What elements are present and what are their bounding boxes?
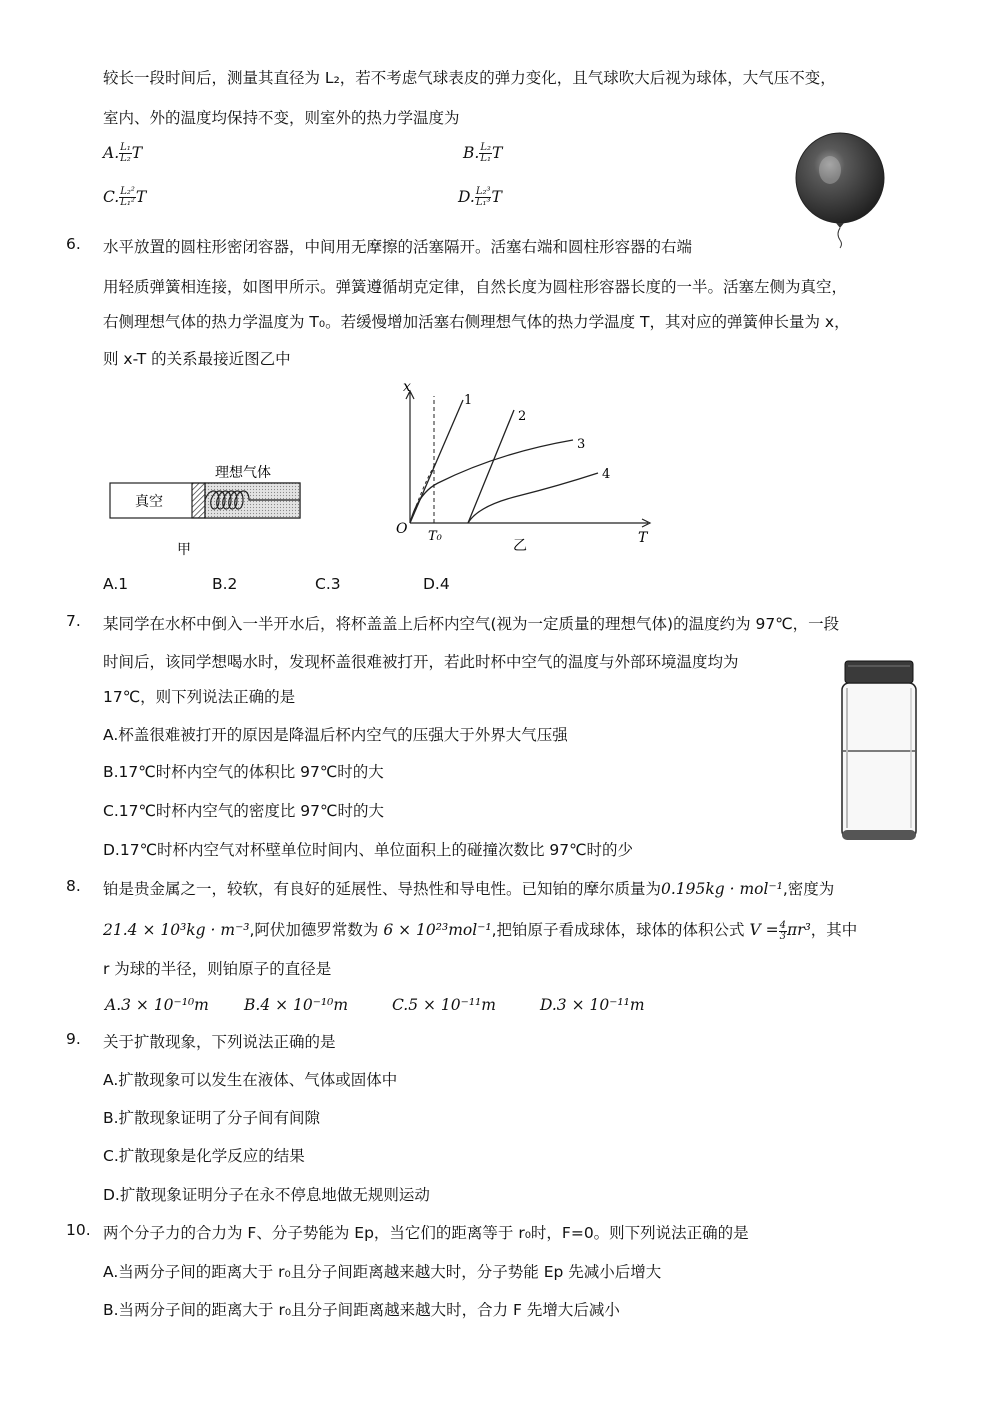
curve-1 — [410, 400, 463, 523]
curve-3-label: 3 — [577, 437, 586, 452]
figure-yi-caption: 乙 — [513, 538, 527, 554]
q5-stem-line-2: 室内、外的温度均保持不变，则室外的热力学温度为 — [103, 109, 460, 127]
q7-stem-line-2: 时间后，该同学想喝水时，发现杯盖很难被打开，若此时杯中空气的温度与外部环境温度均为 — [103, 653, 739, 671]
q8-stem-line-1: 铂是贵金属之一，较软，有良好的延展性、导热性和导电性。已知铂的摩尔质量为0.195kg · mol⁻¹,密度为 — [103, 880, 835, 898]
q6-option-d[interactable]: D.4 — [423, 575, 450, 593]
q5-option-d[interactable]: D. $\frac{\text{L₂³}}{\text{L₁³}}$ T — [458, 186, 502, 208]
q7-option-d[interactable]: D.17℃时杯内空气对杯壁单位时间内、单位面积上的碰撞次数比 97℃时的少 — [103, 841, 634, 859]
q7-option-a[interactable]: A.杯盖很难被打开的原因是降温后杯内空气的压强大于外界大气压强 — [103, 726, 568, 744]
gas-label: 理想气体 — [215, 465, 271, 481]
figure-jia-caption: 甲 — [177, 542, 191, 558]
q7-stem-line-1: 某同学在水杯中倒入一半开水后，将杯盖盖上后杯内空气(视为一定质量的理想气体)的温度约为 97℃，一段 — [103, 615, 840, 633]
q5-option-b[interactable]: B. $\frac{\text{L₂}}{\text{L₁}}$ T — [463, 142, 503, 164]
q6-option-a[interactable]: A.1 — [103, 575, 129, 593]
vacuum-label: 真空 — [135, 494, 163, 510]
curve-4 — [468, 473, 598, 523]
q7-option-b[interactable]: B.17℃时杯内空气的体积比 97℃时的大 — [103, 763, 384, 781]
q7-option-c[interactable]: C.17℃时杯内空气的密度比 97℃时的大 — [103, 802, 384, 820]
q10-number: 10. — [66, 1221, 91, 1239]
q5-option-c[interactable]: C. $\frac{\text{L₂²}}{\text{L₁²}}$ T — [103, 186, 147, 208]
q10-option-b[interactable]: B.当两分子间的距离大于 r₀且分子间距离越来越大时，合力 F 先增大后减小 — [103, 1301, 620, 1319]
q8-option-b[interactable]: B.4 × 10⁻¹⁰m — [244, 996, 349, 1014]
q7-stem-line-3: 17℃，则下列说法正确的是 — [103, 688, 296, 706]
q9-number: 9. — [66, 1030, 81, 1048]
q6-stem-line-4: 则 x-T 的关系最接近图乙中 — [103, 350, 291, 368]
balloon-illustration — [790, 128, 890, 250]
q5-option-a[interactable]: A. $\frac{\text{L₁}}{\text{L₂}}$ T — [103, 142, 143, 164]
density: 21.4 × 10³kg · m⁻³ — [103, 921, 250, 939]
origin-label: O — [396, 521, 408, 537]
q8-stem-line-2: 21.4 × 10³kg · m⁻³,阿伏加德罗常数为 6 × 10²³mol⁻¹,把铂原子看成球体，球体的体积公式 V = $\frac{4}{3}$ πr³，其中 — [103, 919, 858, 942]
molar-mass: 0.195kg · mol⁻¹ — [661, 880, 783, 898]
q10-stem: 两个分子力的合力为 F、分子势能为 Ep，当它们的距离等于 r₀时，F=0。则下列说法正确的是 — [103, 1224, 749, 1242]
curve-4-label: 4 — [602, 467, 611, 482]
q6-stem-line-1: 水平放置的圆柱形密闭容器，中间用无摩擦的活塞隔开。活塞右端和圆柱形容器的右端 — [103, 238, 693, 256]
q8-option-d[interactable]: D.3 × 10⁻¹¹m — [540, 996, 645, 1014]
curve-2-label: 2 — [518, 409, 527, 424]
q5-stem-line-1: 较长一段时间后，测量其直径为 L₂，若不考虑气球表皮的弹力变化，且气球吹大后视为球体，大气压不变， — [103, 69, 836, 87]
x-axis-label: T — [638, 530, 648, 546]
sphere-volume-formula: V = $\frac{4}{3}$ πr³ — [749, 919, 811, 942]
cup-illustration — [838, 658, 920, 844]
avogadro-constant: 6 × 10²³mol⁻¹ — [383, 921, 492, 939]
q5-option-c-fraction: $\frac{\text{L₂²}}{\text{L₁²}}$ — [120, 186, 135, 208]
q6-stem-line-2: 用轻质弹簧相连接，如图甲所示。弹簧遵循胡克定律，自然长度为圆柱形容器长度的一半。活塞左侧为真空， — [103, 278, 848, 296]
q9-option-b[interactable]: B.扩散现象证明了分子间有间隙 — [103, 1109, 321, 1127]
q8-option-c[interactable]: C.5 × 10⁻¹¹m — [392, 996, 496, 1014]
q6-number: 6. — [66, 235, 81, 253]
y-axis-label: x — [403, 379, 411, 395]
t0-label: T₀ — [428, 529, 442, 544]
figure-jia-container — [105, 458, 310, 563]
q5-option-a-fraction: $\frac{\text{L₁}}{\text{L₂}}$ — [120, 142, 131, 164]
q8-stem-line-3: r 为球的半径，则铂原子的直径是 — [103, 960, 332, 978]
q6-stem-line-3: 右侧理想气体的热力学温度为 T₀。若缓慢增加活塞右侧理想气体的热力学温度 T，其对应的弹簧伸长量为 x， — [103, 313, 850, 331]
q9-option-d[interactable]: D.扩散现象证明分子在永不停息地做无规则运动 — [103, 1186, 430, 1204]
q10-option-a[interactable]: A.当两分子间的距离大于 r₀且分子间距离越来越大时，分子势能 Ep 先减小后增大 — [103, 1263, 662, 1281]
q5-option-b-fraction: $\frac{\text{L₂}}{\text{L₁}}$ — [480, 142, 491, 164]
q8-option-a[interactable]: A.3 × 10⁻¹⁰m — [105, 996, 209, 1014]
q6-option-c[interactable]: C.3 — [315, 575, 341, 593]
q5-option-d-fraction: $\frac{\text{L₂³}}{\text{L₁³}}$ — [475, 186, 491, 208]
q8-number: 8. — [66, 877, 81, 895]
q9-option-a[interactable]: A.扩散现象可以发生在液体、气体或固体中 — [103, 1071, 398, 1089]
q9-option-c[interactable]: C.扩散现象是化学反应的结果 — [103, 1147, 305, 1165]
q9-stem: 关于扩散现象，下列说法正确的是 — [103, 1033, 336, 1051]
q6-option-b[interactable]: B.2 — [212, 575, 238, 593]
curve-1-label: 1 — [464, 393, 473, 408]
q7-number: 7. — [66, 612, 81, 630]
figure-yi-graph — [388, 378, 658, 558]
